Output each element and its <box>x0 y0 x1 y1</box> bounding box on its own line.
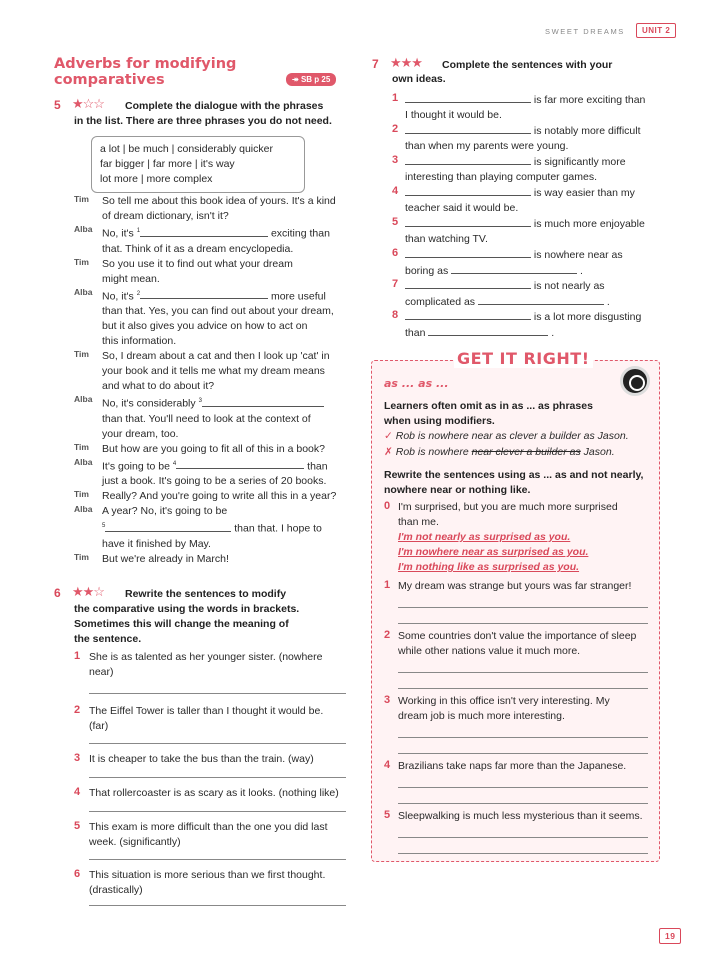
list-item: 4 is way easier than my teacher said it would be. <box>392 185 635 214</box>
list-item: 7 is not nearly as complicated as . <box>392 278 610 308</box>
get-it-right-subtitle: as ... as ... <box>384 377 449 390</box>
list-item: 2 is notably more difficult than when my parents were young. <box>392 123 641 152</box>
list-item: 2 Some countries don't value the importance of sleep while other nations value it much more. <box>384 629 648 691</box>
list-item: 1 My dream was strange but yours was far stranger! <box>384 579 648 625</box>
dialogue-line: Tim So tell me about this book idea of yours. It's a kind of dream dictionary, isn't it? <box>74 194 336 222</box>
dialogue-line: Tim But how are you going to fit all of this in a book? <box>74 441 325 455</box>
list-item: 3 It is cheaper to take the bus than the train. (way) <box>74 752 314 765</box>
sb-reference: ↠ SB p 25 <box>286 73 336 86</box>
list-item: 5 is much more enjoyable than watching TV. <box>392 216 645 245</box>
cambridge-corpus-icon <box>620 366 650 396</box>
list-item: 5 Sleepwalking is much less mysterious than it seems. <box>384 809 648 855</box>
dialogue-line: Tim Really? And you're going to write all this in a year? <box>74 489 337 502</box>
list-item: 6 This situation is more serious than we first thought. (drastically) <box>74 868 326 896</box>
answer-line[interactable] <box>89 742 346 744</box>
answer-blank[interactable] <box>405 247 531 258</box>
answer-blank[interactable] <box>176 458 304 469</box>
difficulty-stars: ★☆☆ <box>72 96 104 111</box>
unit-badge: UNIT 2 <box>636 23 676 38</box>
difficulty-stars: ★★★ <box>390 55 422 70</box>
list-item: 6 is nowhere near as boring as . <box>392 247 623 277</box>
wrong-example: ✗ Rob is nowhere near clever a builder as Jason. <box>384 446 615 458</box>
exercise-instruction: the comparative using the words in brackets. Sometimes this will change the meaning of the sentence. <box>74 603 300 645</box>
dialogue-line: Alba No, it's $^1$ exciting than that. Think of it as a dream encyclopedia. <box>74 224 330 255</box>
answer-blank[interactable] <box>405 92 531 103</box>
dialogue-line: Alba It's going to be $^4$ than just a book. It's going to be a series of 20 books. <box>74 456 328 487</box>
answer-blank[interactable] <box>140 288 268 299</box>
list-item: 4 That rollercoaster is as scary as it looks. (nothing like) <box>74 786 339 799</box>
answer-blank[interactable] <box>405 278 531 289</box>
answer-line[interactable] <box>398 671 648 673</box>
exercise-instruction: Complete the sentences with your <box>442 59 613 71</box>
exercise-instruction: in the list. There are three phrases you do not need. <box>74 115 332 127</box>
correct-example: ✓ Rob is nowhere near as clever a builder as Jason. <box>384 430 629 442</box>
section-title: Adverbs for modifying comparatives <box>54 56 237 88</box>
dialogue-line: Tim So you use it to find out what your dream might mean. <box>74 256 293 285</box>
example-item: 0 I'm surprised, but you are much more surprised than me. I'm not nearly as surprised as you. I'm nowhere near as surprised as you. I'm nothing like as surprised as you. <box>384 500 618 573</box>
ex6-items <box>74 650 346 906</box>
exercise-number: 6 <box>54 586 61 600</box>
exercise-number: 7 <box>372 57 379 71</box>
exercise-number: 5 <box>54 98 61 112</box>
answer-line[interactable] <box>398 752 648 754</box>
answer-line[interactable] <box>89 776 346 778</box>
answer-line[interactable] <box>89 904 346 906</box>
answer-line[interactable] <box>398 852 648 854</box>
list-item: 3 Working in this office isn't very interesting. My dream job is much more interesting. <box>384 694 648 756</box>
get-it-right-title: GET IT RIGHT! <box>454 349 593 368</box>
answer-line[interactable] <box>398 736 648 738</box>
dialogue-line: Tim But we're already in March! <box>74 551 229 565</box>
answer-line[interactable] <box>398 622 648 624</box>
answer-line[interactable] <box>398 687 648 689</box>
get-it-right-items <box>384 500 648 855</box>
list-item: 8 is a lot more disgusting than . <box>392 309 642 339</box>
dialogue-line: Alba No, it's $^2$ more useful than that. Yes, you can find out about your dream, but it also gives you advice on how to act on this information. <box>74 286 334 347</box>
answer-line[interactable] <box>398 802 648 804</box>
get-it-right-instruction: Rewrite the sentences using as ... as and not nearly, nowhere near or nothing like. <box>384 469 644 496</box>
answer-line[interactable] <box>89 858 346 860</box>
exercise-instruction: Rewrite the sentences to modify <box>125 588 287 600</box>
phrase-box: a lot | be much | considerably quicker far bigger | far more | it's way lot more | more complex <box>91 136 305 193</box>
answer-blank[interactable] <box>405 154 531 165</box>
cross-icon: ✗ <box>384 446 393 458</box>
answer-blank[interactable] <box>405 309 531 320</box>
exercise-instruction: own ideas. <box>392 73 446 85</box>
answer-blank[interactable] <box>478 294 604 305</box>
page-number: 19 <box>659 928 681 944</box>
ex7-items <box>392 92 662 340</box>
dialogue-line: Alba No, it's considerably $^3$ than that. You'll need to look at the context of your dream, too. <box>74 394 354 442</box>
dialogue-line: Alba A year? No, it's going to be $^5$ than that. I hope to have it finished by May. <box>74 504 322 550</box>
answer-blank[interactable] <box>105 521 231 532</box>
list-item: 2 The Eiffel Tower is taller than I thought it would be. (far) <box>74 704 324 732</box>
dialogue <box>74 194 354 567</box>
answer-blank[interactable] <box>405 123 531 134</box>
list-item: 3 is significantly more interesting than playing computer games. <box>392 154 626 183</box>
answer-line[interactable] <box>89 810 346 812</box>
answer-line[interactable] <box>398 836 648 838</box>
answer-blank[interactable] <box>405 216 531 227</box>
answer-line[interactable] <box>398 786 648 788</box>
answer-blank[interactable] <box>405 185 531 196</box>
get-it-right-intro: Learners often omit as in as ... as phrases when using modifiers. <box>384 400 593 427</box>
difficulty-stars: ★★☆ <box>72 584 104 599</box>
list-item: 1 She is as talented as her younger sister. (nowhere near) <box>74 650 323 678</box>
answer-blank[interactable] <box>451 263 577 274</box>
answer-blank[interactable] <box>428 325 548 336</box>
answer-blank[interactable] <box>140 226 268 237</box>
list-item: 1 is far more exciting than I thought it would be. <box>392 92 646 121</box>
exercise-instruction: Complete the dialogue with the phrases <box>125 100 324 112</box>
list-item: 4 Brazilians take naps far more than the Japanese. <box>384 759 648 806</box>
dialogue-line: Tim So, I dream about a cat and then I look up 'cat' in your book and it tells me what my dream means and what to do about it? <box>74 349 330 392</box>
list-item: 5 This exam is more difficult than the one you did last week. (significantly) <box>74 820 328 848</box>
running-header: SWEET DREAMS <box>545 27 625 36</box>
answer-line[interactable] <box>398 606 648 608</box>
answer-blank[interactable] <box>202 396 324 407</box>
check-icon: ✓ <box>384 430 393 442</box>
